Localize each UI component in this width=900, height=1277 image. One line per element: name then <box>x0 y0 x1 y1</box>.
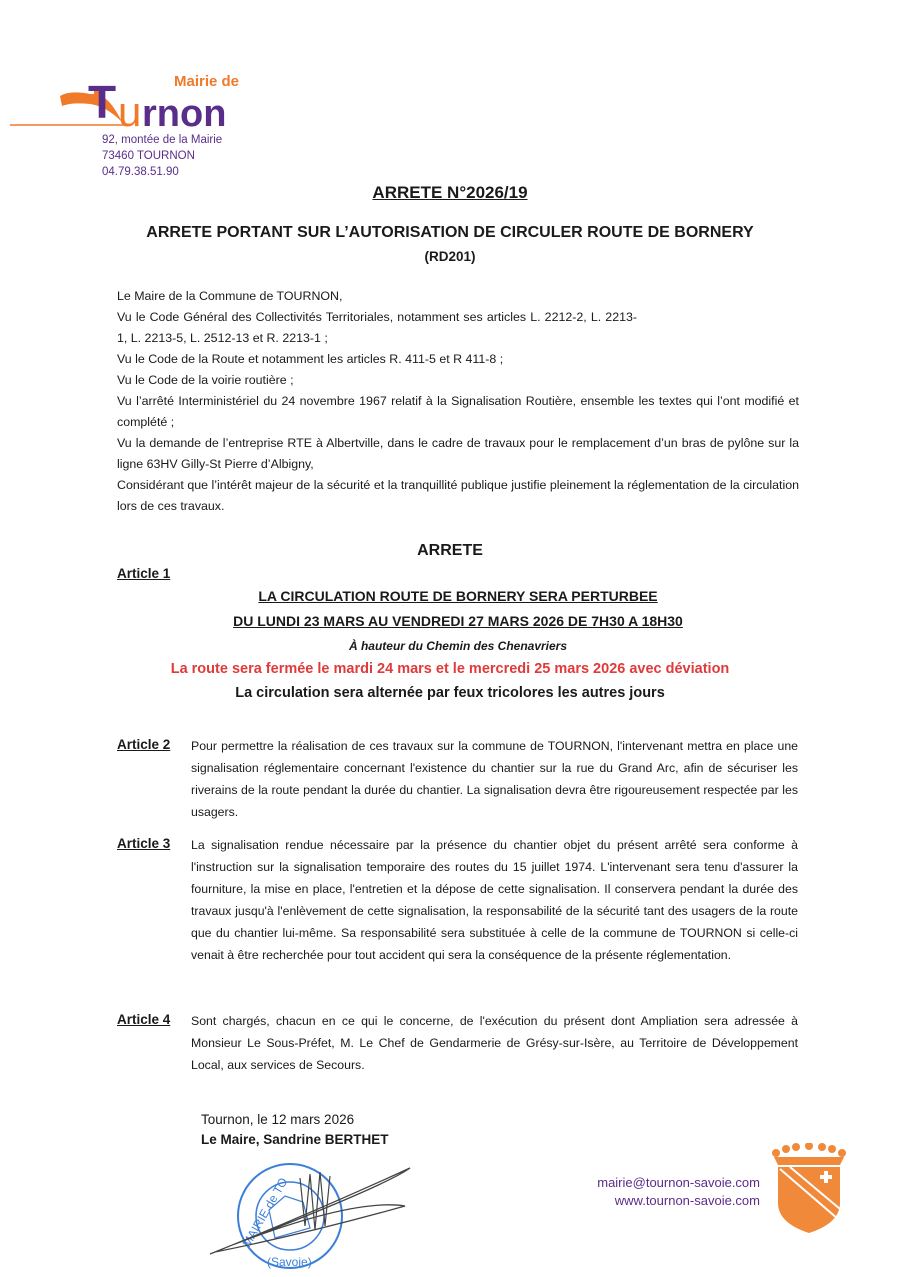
signatory: Le Maire, Sandrine BERTHET <box>201 1132 389 1147</box>
website-link[interactable]: www.tournon-savoie.com <box>614 1193 760 1208</box>
article-1-line2: DU LUNDI 23 MARS AU VENDREDI 27 MARS 2026 DE 7H30 A 18H30 <box>233 613 683 629</box>
arrete-heading: ARRETE <box>417 542 483 559</box>
contact-info <box>597 1174 760 1210</box>
preamble-line: Le Maire de la Commune de TOURNON, <box>117 289 343 303</box>
article-1-line1: LA CIRCULATION ROUTE DE BORNERY SERA PERTURBEE <box>258 588 658 604</box>
mairie-logo <box>10 66 280 130</box>
place-date: Tournon, le 12 mars 2026 <box>201 1112 355 1127</box>
signature-block <box>201 1110 389 1150</box>
document-subtitle: ARRETE PORTANT SUR L’AUTORISATION DE CIRCULER ROUTE DE BORNERY <box>146 224 754 241</box>
preamble-line: Vu l’arrêté Interministériel du 24 novembre 1967 relatif à la Signalisation Routière, ensemble les textes qui l’ont modifié et complété ; <box>117 394 799 429</box>
email-link[interactable]: mairie@tournon-savoie.com <box>597 1175 760 1190</box>
address-street: 92, montée de la Mairie <box>102 134 223 146</box>
svg-text:MAIRIE de TO: MAIRIE de TO <box>239 1175 291 1250</box>
article-1-closure: La route sera fermée le mardi 24 mars et le mercredi 25 mars 2026 avec déviation <box>170 661 730 677</box>
mairie-stamp <box>205 1154 425 1272</box>
address-city: 73460 TOURNON <box>102 150 195 162</box>
article-1-alternate: La circulation sera alternée par feux tricolores les autres jours <box>235 685 665 701</box>
article-1-label: Article 1 <box>117 566 171 581</box>
coat-of-arms-icon <box>768 1143 850 1235</box>
article-4-text: Sont chargés, chacun en ce qui le concerne, de l'exécution du présent dont Ampliation sera adressée à Monsieur Le Sous-Préfet, M. Le Chef de Gendarmerie de Grésy-sur-Isère, au Territoire de Développement Local, aux services de Secours. <box>191 1014 798 1072</box>
document-subtitle-road: (RD201) <box>424 249 476 264</box>
mairie-address <box>102 132 222 180</box>
article-1-location: À hauteur du Chemin des Chenavriers <box>348 639 568 653</box>
preamble <box>117 286 799 517</box>
svg-text:T: T <box>88 76 117 128</box>
preamble-line: Vu la demande de l’entreprise RTE à Albertville, dans le cadre de travaux pour le remplacement d’un bras de pylône sur la ligne 63HV Gilly-St Pierre d’Albigny, <box>117 436 799 471</box>
preamble-line: Considérant que l’intérêt majeur de la sécurité et la tranquillité publique justifie pleinement la réglementation de la circulation lors de ces travaux. <box>117 478 799 513</box>
svg-text:rnon: rnon <box>142 93 227 130</box>
address-phone: 04.79.38.51.90 <box>102 166 179 178</box>
preamble-line: Vu le Code de la voirie routière ; <box>117 373 294 387</box>
document-title: ARRETE N°2026/19 <box>372 183 528 202</box>
article-3-label: Article 3 <box>117 836 171 851</box>
svg-text:u: u <box>118 88 142 130</box>
article-3-text: La signalisation rendue nécessaire par la présence du chantier objet du présent arrêté sera conforme à l'instruction sur la signalisation temporaire des routes du 15 juillet 1974. L'intervenant sera tenu d'assurer la fourniture, la mise en place, l'entretien et la dépose de cette signalisation. Il conservera pendant la durée des travaux jusqu'à l'enlèvement de cette signalisation, la responsabilité de la sécurité tant des usagers de la route que du chantier lui-même. Sa responsabilité sera substituée à celle de la commune de TOURNON si celle-ci venait à être recherchée pour tout accident qui sera la conséquence de la présente réglementation. <box>191 838 798 962</box>
article-2-text: Pour permettre la réalisation de ces travaux sur la commune de TOURNON, l'intervenant mettra en place une signalisation réglementaire concernant l'existence du chantier sur la rue du Grand Arc, afin de sécuriser les riverains de la route pendant la durée du chantier. La signalisation devra être rigoureusement respectée par les usagers. <box>191 739 798 819</box>
article-4-label: Article 4 <box>117 1012 171 1027</box>
preamble-line: Vu le Code de la Route et notamment les articles R. 411-5 et R 411-8 ; <box>117 352 504 366</box>
svg-text:Mairie de: Mairie de <box>174 73 240 90</box>
article-2-label: Article 2 <box>117 737 171 752</box>
svg-text:(Savoie): (Savoie) <box>267 1255 312 1269</box>
preamble-line: Vu le Code Général des Collectivités Territoriales, notamment ses articles L. 2212-2, L. 2213-1, L. 2213-5, L. 2512-13 et R. 2213-1 ; <box>117 310 637 345</box>
